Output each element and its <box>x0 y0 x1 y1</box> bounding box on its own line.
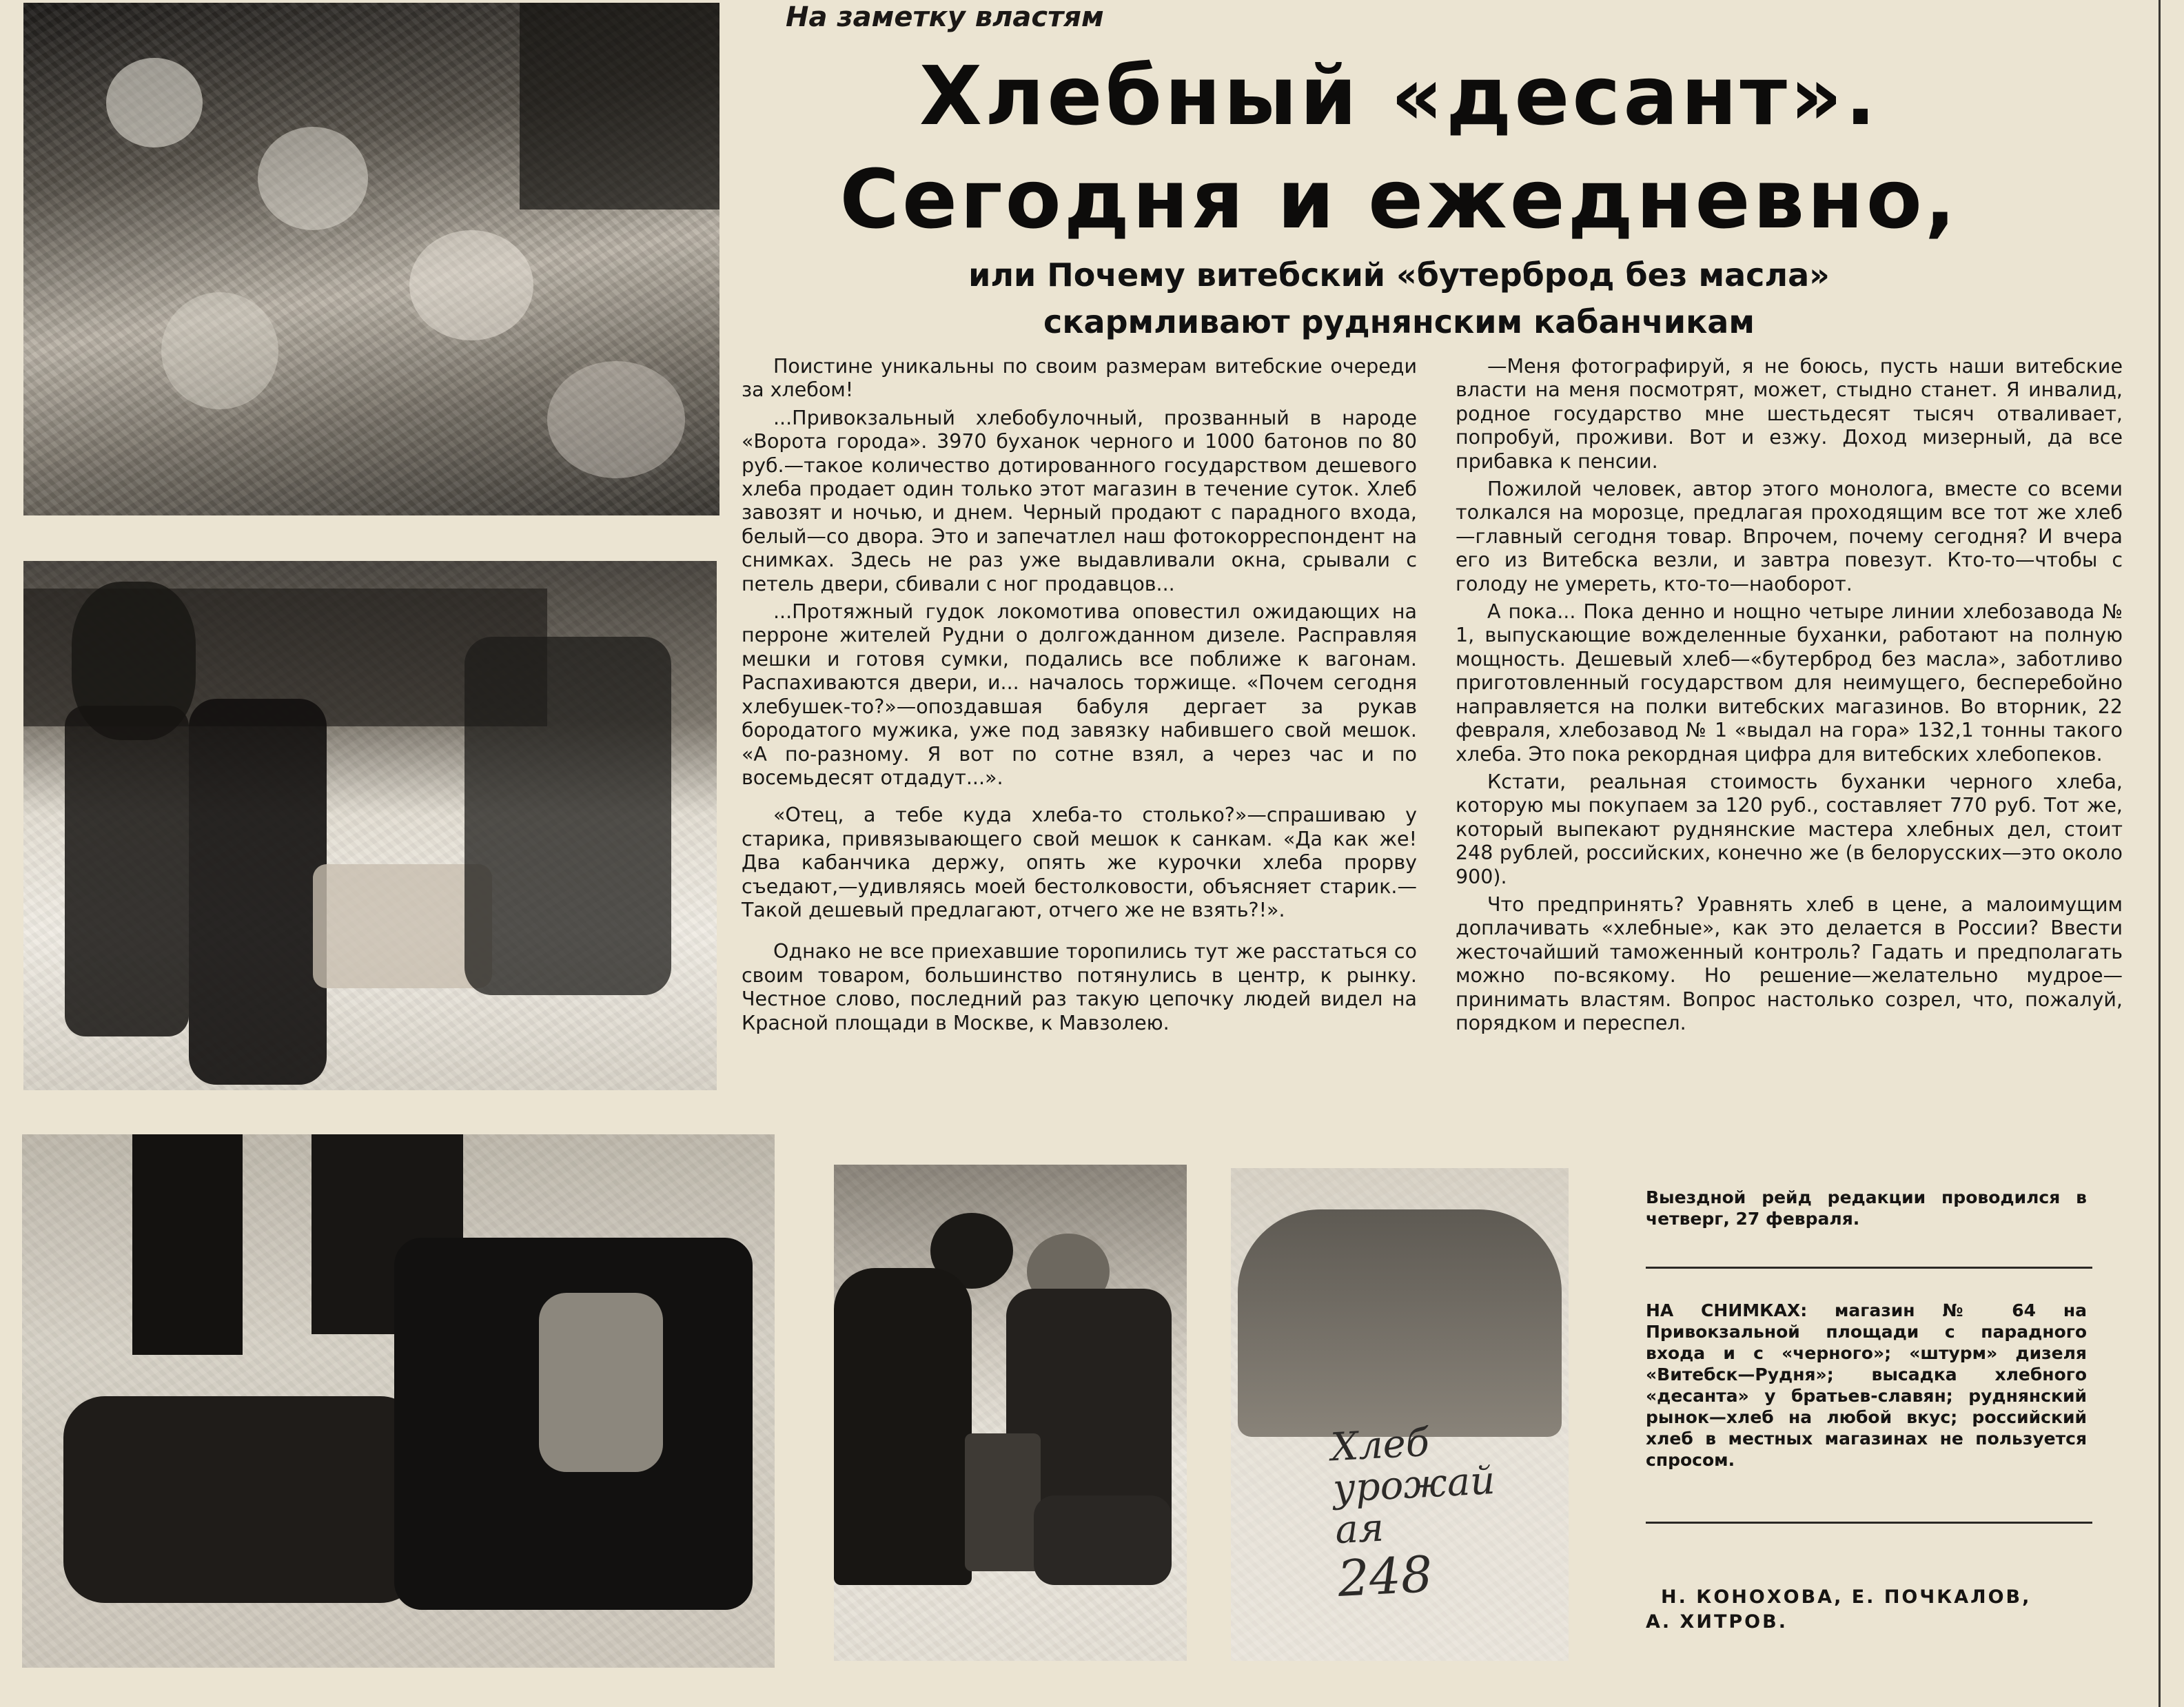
price-tag-handwritten <box>1329 1419 1501 1608</box>
divider-rule <box>1646 1267 2092 1269</box>
photo-bags-on-ground <box>22 1134 775 1668</box>
divider-rule <box>1646 1522 2092 1524</box>
paragraph: «Отец, а тебе куда хлеба-то столько?»—спрашиваю у старика, привязывающего свой мешок к санкам. «Да как же! Два кабанчика держу, опять же курочки хлеба прорву съедают,—удивляясь моей бестолковости, объясняет старик.—Такой дешевый предлагают, отчего же не взять?!». <box>742 804 1417 921</box>
paragraph: Пожилой человек, автор этого монолога, вместе со всеми толкался на морозце, предлагая проходящим все тот же хлеб—главный сегодня товар. Впрочем, почему сегодня? И вчера его из Витебска везли, и завтра повезут. Кто-то—чтобы с голоду не умереть, кто-то—наоборот. <box>1456 478 2123 595</box>
paragraph: ...Протяжный гудок локомотива оповестил ожидающих на перроне жителей Рудни о долгожданном дизеле. Расправляя мешки и готовя сумки, подались все поближе к вагонам. Распахиваются двери, и... началось торжище. «Почем сегодня хлебушек-то?»—опоздавшая бабуля дергает за рукав бородатого мужика, уже под завязку набившего свой мешок. «А по-разному. Я вот по сотне взял, а через час и по восемьдесят отдадут...». <box>742 600 1417 789</box>
photo-train-platform <box>23 561 717 1090</box>
price-tag-line4: 248 <box>1336 1544 1434 1608</box>
photo-bread-queue-crowd <box>23 3 720 515</box>
paragraph: —Меня фотографируй, я не боюсь, пусть наши витебские власти на меня посмотрят, может, стыдно станет. Я инвалид, родное государство мне шестьдесят тысяч отваливает, попробуй, проживи. Вот и езжу. Доход мизерный, да все прибавка к пенсии. <box>1456 355 2123 473</box>
headline-line1: Хлебный «десант». <box>919 48 1879 143</box>
paragraph: Поистине уникальны по своим размерам витебские очереди за хлебом! <box>742 355 1417 402</box>
article-column-left <box>742 355 1417 1039</box>
rubric-kicker: На заметку властям <box>786 1 1104 33</box>
article-column-right <box>1456 355 2123 1039</box>
price-tag-line3: ая <box>1334 1505 1385 1553</box>
authors-line2: А. ХИТРОВ. <box>1646 1611 1788 1633</box>
raid-note: Выездной рейд редакции проводился в четверг, 27 февраля. <box>1646 1187 2087 1229</box>
paragraph: Кстати, реальная стоимость буханки черного хлеба, которую мы покупаем за 120 руб., составляет 770 руб. Тот же, который выпекают руднянские мастера хлебных дел, стоит 248 рублей, российских, конечно же (в белорусских—это около 900). <box>1456 770 2123 888</box>
paragraph: ...Привокзальный хлебобулочный, прозванный в народе «Ворота города». 3970 буханок черного и 1000 батонов по 80 руб.—такое количество дотированного государством дешевого хлеба продает один только этот магазин в течение суток. Хлеб завозят и ночью, и днем. Черный продают с парадного входа, белый—со двора. Это и запечатлел наш фотокорреспондент на снимках. Здесь не раз уже выдавливали окна, срывали с петель двери, сбивали с ног продавцов... <box>742 406 1417 595</box>
paragraph: Что предпринять? Уравнять хлеб в цене, а малоимущим доплачивать «хлебные», как это делается в России? Ввести жесточайший таможенный контроль? Гадать и предполагать можно по-всякому. Но решение—желательно мудрое—принимать властям. Вопрос настолько созрел, что, пожалуй, порядком и переспел. <box>1456 892 2123 1034</box>
clipping-edge <box>2159 0 2161 1707</box>
paragraph: Однако не все приехавшие торопились тут же расстаться со своим товаром, большинство потянулись в центр, к рынку. Честное слово, последний раз такую цепочку людей видел на Красной площади в Москве, к Мавзолею. <box>742 940 1417 1034</box>
authors-line1: Н. КОНОХОВА, Е. ПОЧКАЛОВ, <box>1661 1586 2032 1608</box>
paragraph: А пока... Пока денно и нощно четыре линии хлебозавода № 1, выпускающие вожделенные буханки, работают на полную мощность. Дешевый хлеб—«бутерброд без масла», заботливо приготовленный государством для неимущего, бесперебойно направляется на полки витебских магазинов. Во вторник, 22 февраля, хлебозавод № 1 «выдал на гора» 132,1 тонны такого хлеба. Это пока рекордная цифра для витебских хлебопеков. <box>1456 600 2123 766</box>
subhead-line1: или Почему витебский «бутерброд без масла» <box>968 256 1830 294</box>
subhead-line2: скармливают руднянским кабанчикам <box>1043 303 1755 340</box>
price-tag-line2: урожай <box>1331 1458 1496 1512</box>
photo-captions: НА СНИМКАХ: магазин № 64 на Привокзальной площади с парадного входа и с «черного»; «штурм» дизеля «Витебск—Рудня»; высадка хлебного «десанта» у братьев-славян; руднянский рынок—хлеб на любой вкус; российский хлеб в местных магазинах не пользуется спросом. <box>1646 1300 2087 1470</box>
photo-bread-loaf-price <box>1231 1168 1569 1661</box>
headline-line2: Сегодня и ежедневно, <box>839 152 1959 247</box>
price-tag-line1: Хлеб <box>1329 1420 1431 1471</box>
photo-women-shopping-bags <box>834 1165 1187 1661</box>
